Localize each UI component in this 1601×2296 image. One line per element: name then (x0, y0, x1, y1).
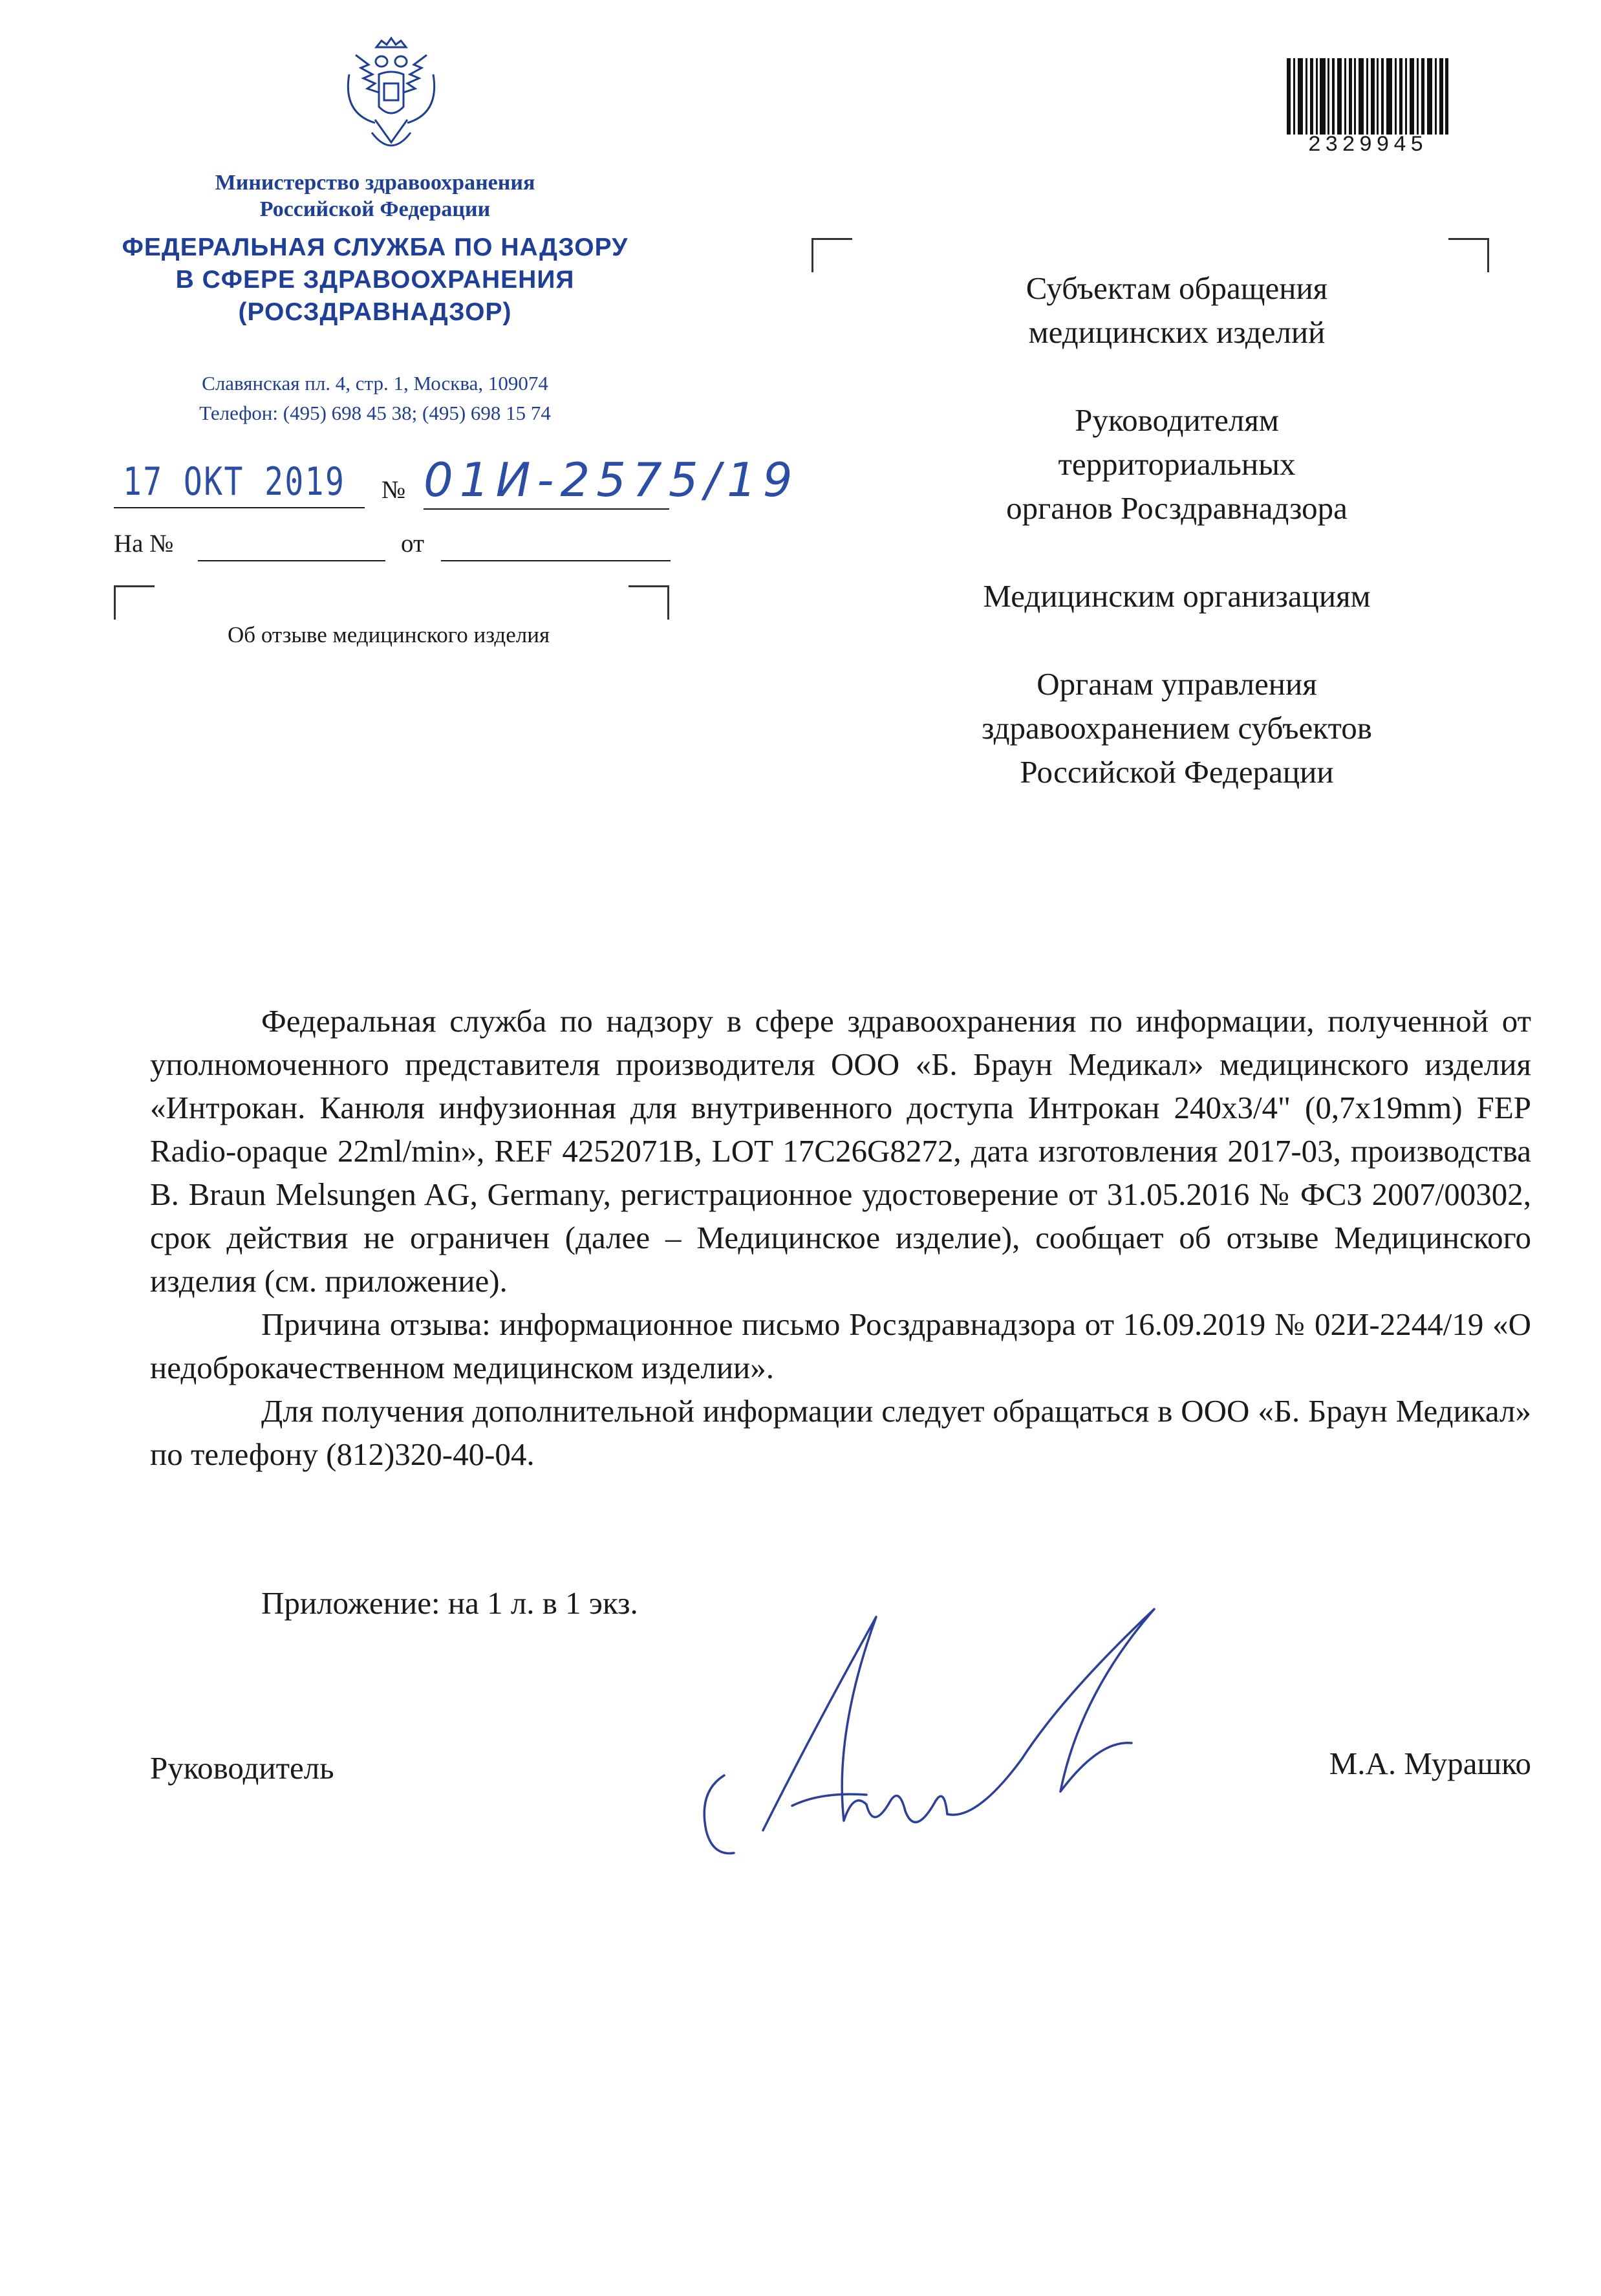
address-field-corner (811, 238, 852, 272)
addressee-line: здравоохранением субъектов (982, 710, 1372, 746)
signatory-name: М.А. Мурашко (1329, 1746, 1531, 1781)
addressee-group (892, 266, 1461, 354)
addressee-line: Субъектам обращения (1026, 270, 1328, 306)
addressee-line: Руководителям (1075, 402, 1279, 438)
barcode (1287, 58, 1448, 135)
sender-address: Славянская пл. 4, стр. 1, Москва, 109074 (202, 372, 548, 395)
addressee-line: медицинских изделий (1028, 314, 1326, 350)
sender-phone: Телефон: (495) 698 45 38; (495) 698 15 74 (199, 402, 551, 424)
sender-address-block (97, 369, 653, 428)
service-name (97, 232, 653, 329)
coat-of-arms-icon (336, 36, 446, 165)
addressee-group (892, 662, 1461, 794)
subject-field-corner (629, 585, 669, 620)
ministry-line: Российской Федерации (259, 197, 491, 221)
barcode-number: 2329945 (1307, 133, 1428, 158)
addressee-group (892, 398, 1461, 530)
letter-subject: Об отзыве медицинского изделия (228, 622, 550, 647)
service-line: (РОСЗДРАВНАДЗОР) (238, 298, 512, 326)
attachment-note: Приложение: на 1 л. в 1 экз. (261, 1585, 638, 1621)
addressees (892, 266, 1461, 838)
body-paragraph: Федеральная служба по надзору в сфере здравоохранения по информации, полученной от уполномоченного представителя производителя ООО «Б. Браун Медикал» медицинского изделия «Интрокан. Канюля инфузионная для внутривенного доступа Интрокан 240х3/4" (0,7x19mm) FEP Radio-opaque 22ml/min», REF 4252071B, LOT 17C26G8272, дата изготовления 2017-03, производства B. Braun Melsungen AG, Germany, регистрационное удостоверение от 31.05.2016 № ФСЗ 2007/00302, срок действия не ограничен (далее – Медицинское изделие), сообщает об отзыве Медицинского изделия (см. приложение). (150, 1003, 1531, 1299)
addressee-group (892, 574, 1461, 618)
service-line: В СФЕРЕ ЗДРАВООХРАНЕНИЯ (175, 266, 575, 294)
addressee-line: территориальных (1058, 446, 1296, 482)
subject-field-corner (114, 585, 155, 620)
registration-date-stamp: 17 ОКТ 2019 (123, 459, 346, 504)
service-line: ФЕДЕРАЛЬНАЯ СЛУЖБА ПО НАДЗОРУ (122, 233, 629, 261)
ministry-line: Министерство здравоохранения (215, 171, 535, 195)
addressee-line: органов Росздравнадзора (1006, 490, 1348, 526)
registration-number: 01И-2575/19 (424, 453, 799, 507)
body-paragraph: Для получения дополнительной информации следует обращаться в ООО «Б. Браун Медикал» по телефону (812)320-40-04. (150, 1393, 1531, 1472)
handwritten-signature (672, 1597, 1164, 1895)
from-label: от (401, 530, 425, 558)
addressee-line: Органам управления (1037, 666, 1317, 702)
reply-to-label: На № (114, 530, 174, 558)
ministry-name (97, 169, 653, 222)
number-sign: № (381, 476, 406, 504)
signatory-position: Руководитель (150, 1750, 334, 1786)
addressee-line: Медицинским организациям (983, 578, 1371, 614)
addressee-line: Российской Федерации (1020, 754, 1334, 790)
body-paragraph: Причина отзыва: информационное письмо Росздравнадзора от 16.09.2019 № 02И-2244/19 «О недоброкачественном медицинском изделии». (150, 1306, 1531, 1385)
letter-body (150, 999, 1531, 1476)
